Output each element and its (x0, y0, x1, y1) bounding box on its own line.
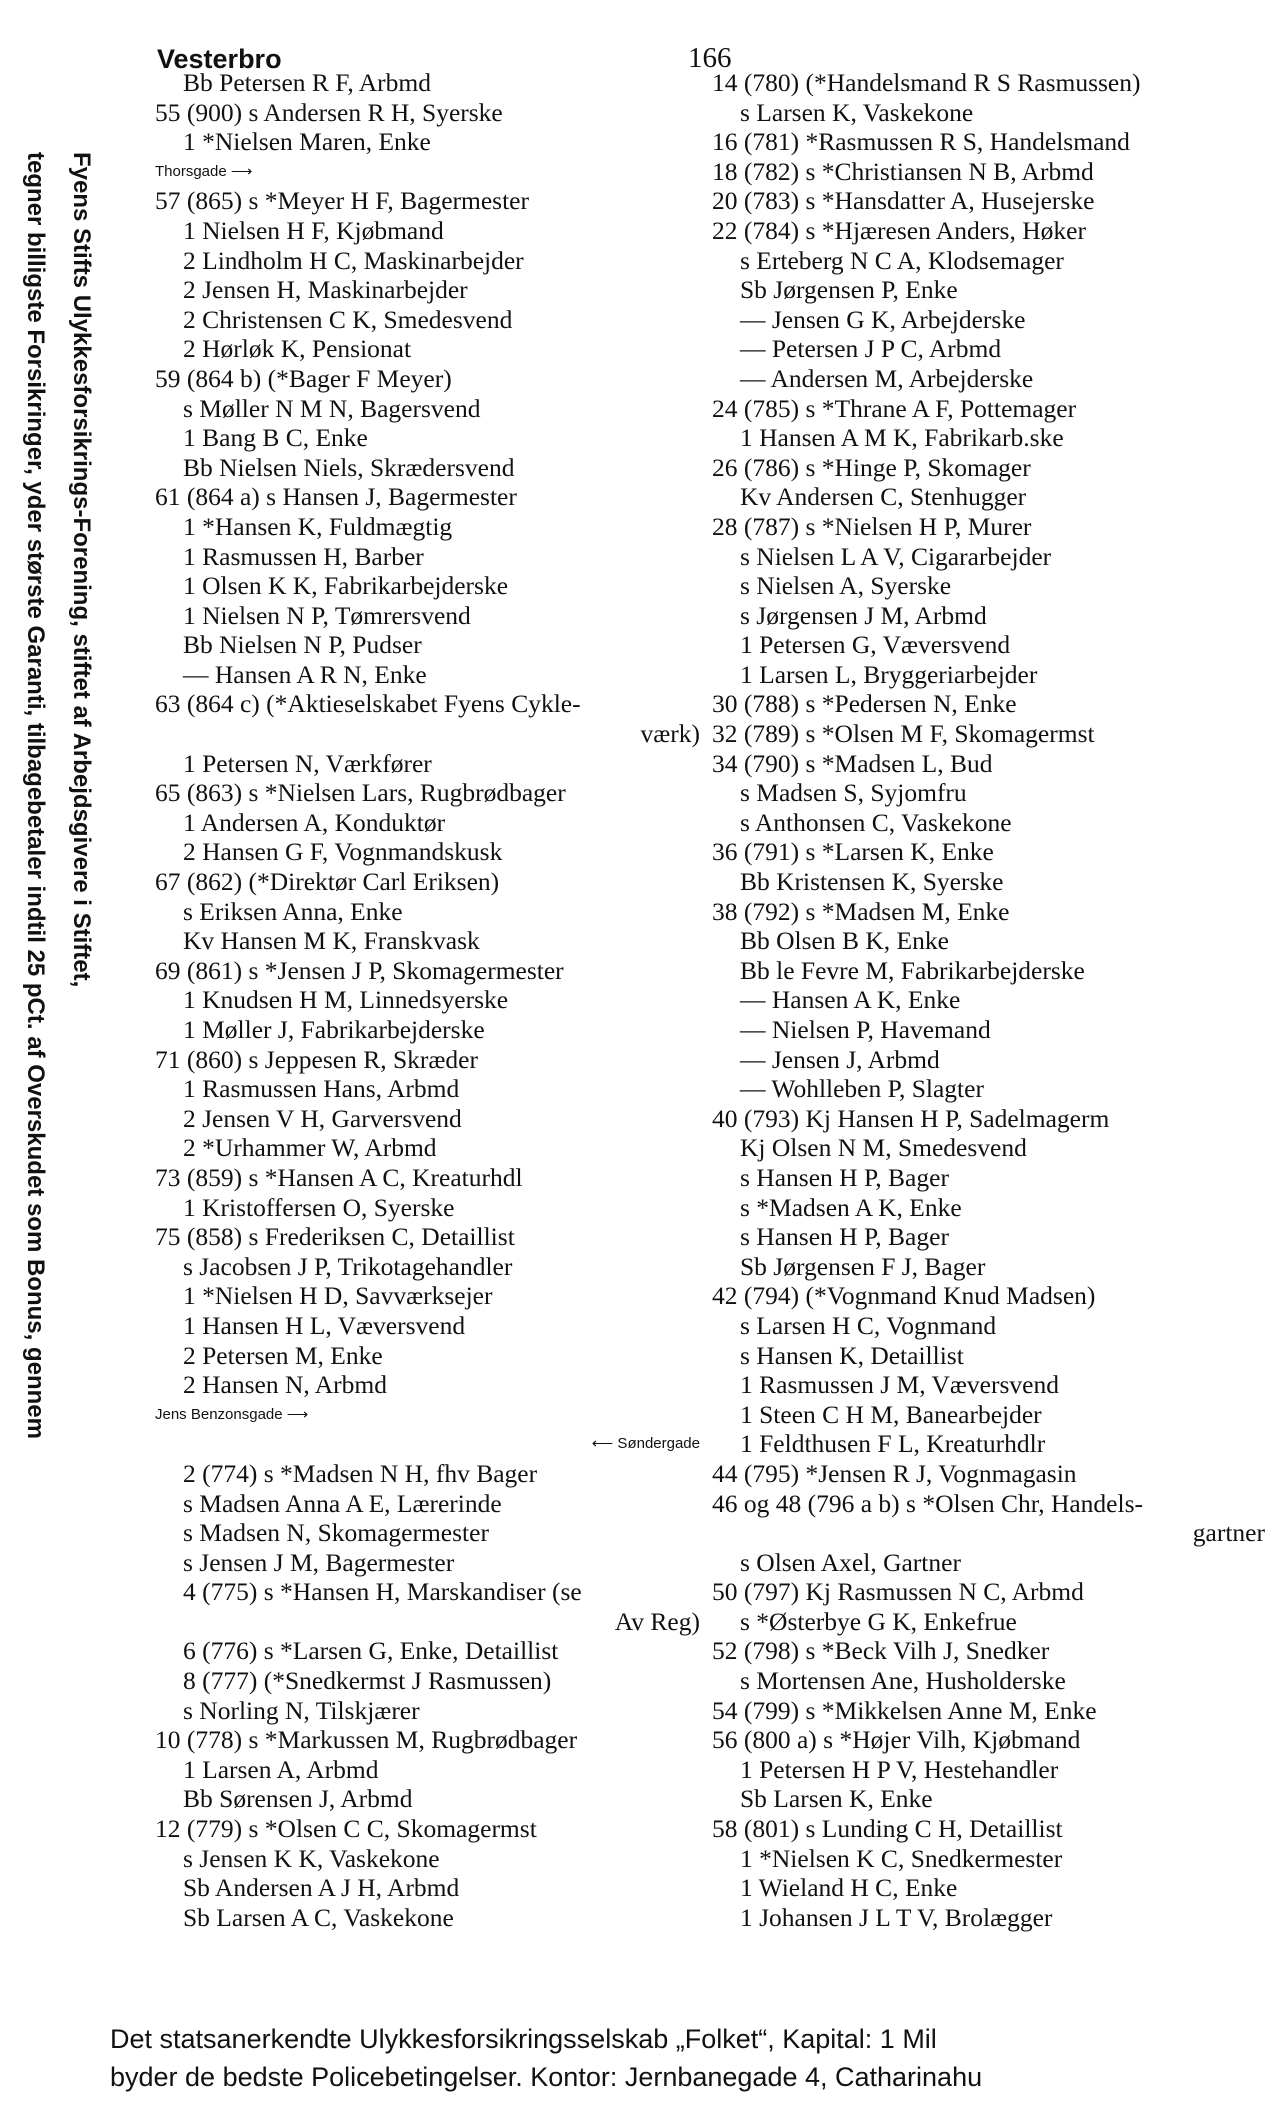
directory-entry: 22 (784) s *Hjæresen Anders, Høker (712, 215, 1086, 245)
directory-entry: s Jacobsen J P, Trikotagehandler (183, 1251, 513, 1281)
directory-entry: s Eriksen Anna, Enke (183, 896, 403, 926)
directory-entry: værk) (640, 719, 700, 749)
directory-entry: Av Reg) (614, 1606, 700, 1636)
directory-entry: s Olsen Axel, Gartner (740, 1547, 961, 1577)
directory-entry: 38 (792) s *Madsen M, Enke (712, 896, 1010, 926)
directory-entry: s *Østerbye G K, Enkefrue (740, 1606, 1017, 1636)
directory-entry: 44 (795) *Jensen R J, Vognmagasin (712, 1458, 1077, 1488)
directory-entry: 20 (783) s *Hansdatter A, Husejerske (712, 186, 1095, 216)
directory-entry: 1 Petersen N, Værkfører (183, 748, 432, 778)
side-advertisement (12, 152, 104, 1992)
directory-entry: Thorsgade ⟶ (155, 162, 253, 180)
directory-entry: 1 Petersen G, Væversvend (740, 630, 1011, 660)
directory-entry: 50 (797) Kj Rasmussen N C, Arbmd (712, 1577, 1084, 1607)
directory-entry: 36 (791) s *Larsen K, Enke (712, 837, 994, 867)
directory-entry: 56 (800 a) s *Højer Vilh, Kjøbmand (712, 1725, 1081, 1755)
directory-entry: s Nielsen L A V, Cigararbejder (740, 541, 1052, 571)
directory-entry: 1 Olsen K K, Fabrikarbejderske (183, 571, 509, 601)
directory-entry: 1 Møller J, Fabrikarbejderske (183, 1015, 485, 1044)
directory-entry: 1 Petersen H P V, Hestehandler (740, 1754, 1059, 1784)
directory-entry: 42 (794) (*Vognmand Knud Madsen) (712, 1281, 1096, 1311)
directory-entry: 54 (799) s *Mikkelsen Anne M, Enke (712, 1695, 1097, 1725)
directory-entry: 63 (864 c) (*Aktieselskabet Fyens Cykle- (155, 689, 581, 719)
directory-entry: — Hansen A K, Enke (740, 985, 961, 1015)
directory-entry: 1 *Nielsen H D, Savværksejer (183, 1281, 493, 1311)
directory-entry: 2 Lindholm H C, Maskinarbejder (183, 245, 524, 275)
directory-entry: 1 Hansen H L, Væversvend (183, 1310, 466, 1340)
directory-entry: 65 (863) s *Nielsen Lars, Rugbrødbager (155, 778, 566, 808)
directory-entry: ⟵ Søndergade (591, 1435, 700, 1453)
directory-entry: 1 Feldthusen F L, Kreaturhdlr (740, 1429, 1046, 1459)
directory-entry: 2 Hørløk K, Pensionat (183, 334, 412, 364)
directory-entry: Kv Andersen C, Stenhugger (740, 482, 1027, 512)
directory-entry: s Madsen S, Syjomfru (740, 778, 967, 808)
directory-entry: 1 Steen C H M, Banearbejder (740, 1399, 1042, 1429)
directory-entry: s Norling N, Tilskjærer (183, 1695, 420, 1725)
directory-entry: 1 Rasmussen H, Barber (183, 541, 424, 571)
directory-entry: s Møller N M N, Bagersvend (183, 393, 481, 423)
directory-entry: 1 *Hansen K, Fuldmægtig (183, 511, 453, 541)
directory-entry: 55 (900) s Andersen R H, Syerske (155, 97, 503, 127)
directory-entry: 2 Hansen G F, Vognmandskusk (183, 837, 503, 867)
directory-entry: Bb Olsen B K, Enke (740, 926, 949, 956)
directory-entry: Bb le Fevre M, Fabrikarbejderske (740, 955, 1085, 985)
directory-entry: s Jensen J M, Bagermester (183, 1547, 455, 1577)
directory-entry: s Nielsen A, Syerske (740, 571, 952, 601)
directory-entry: — Jensen J, Arbmd (740, 1044, 940, 1074)
directory-entry: Bb Petersen R F, Arbmd (183, 68, 432, 97)
directory-entry: 16 (781) *Rasmussen R S, Handelsmand (712, 127, 1130, 157)
page-number: 166 (688, 42, 732, 74)
directory-entry: gartner (1192, 1518, 1265, 1548)
directory-entry: 1 Hansen A M K, Fabrikarb.ske (740, 423, 1064, 453)
directory-entry: Sb Larsen A C, Vaskekone (183, 1902, 454, 1932)
directory-entry: 28 (787) s *Nielsen H P, Murer (712, 511, 1032, 541)
section-title: Vesterbro (157, 44, 282, 74)
directory-entry: s Anthonsen C, Vaskekone (740, 807, 1012, 837)
directory-entry: 10 (778) s *Markussen M, Rugbrødbager (155, 1725, 578, 1755)
directory-entry: Bb Kristensen K, Syerske (740, 867, 1004, 897)
directory-entry: 2 *Urhammer W, Arbmd (183, 1133, 437, 1163)
footer-advertisement (110, 2020, 1265, 2096)
directory-entry: 2 Jensen V H, Garversvend (183, 1103, 462, 1133)
directory-entry: s Jørgensen J M, Arbmd (740, 600, 987, 630)
directory-entry: 58 (801) s Lunding C H, Detaillist (712, 1814, 1063, 1844)
directory-entry: 2 Christensen C K, Smedesvend (183, 304, 513, 334)
directory-entry: — Jensen G K, Arbejderske (740, 304, 1026, 334)
directory-entry: Bb Sørensen J, Arbmd (183, 1784, 413, 1814)
directory-entry: 24 (785) s *Thrane A F, Pottemager (712, 393, 1077, 423)
directory-entry: 2 Jensen H, Maskinarbejder (183, 275, 468, 305)
directory-entry: 1 Wieland H C, Enke (740, 1873, 958, 1903)
right-column (712, 68, 1265, 1932)
directory-entry: 57 (865) s *Meyer H F, Bagermester (155, 186, 529, 216)
directory-entry: 4 (775) s *Hansen H, Marskandiser (se (183, 1577, 582, 1607)
directory-entry: 1 Larsen A, Arbmd (183, 1754, 379, 1784)
directory-entry: 12 (779) s *Olsen C C, Skomagermst (155, 1814, 537, 1844)
directory-entry: s Madsen N, Skomagermester (183, 1518, 489, 1548)
directory-entry: 1 Rasmussen J M, Væversvend (740, 1370, 1059, 1400)
directory-entry: 32 (789) s *Olsen M F, Skomagermst (712, 719, 1095, 749)
directory-entry: s Mortensen Ane, Husholderske (740, 1666, 1066, 1696)
directory-entry: Jens Benzonsgade ⟶ (155, 1405, 309, 1423)
directory-entry: Sb Jørgensen P, Enke (740, 275, 958, 305)
directory-entry: s Hansen H P, Bager (740, 1162, 949, 1192)
directory-entry: 1 Larsen L, Bryggeriarbejder (740, 659, 1038, 689)
left-column (155, 68, 700, 1932)
directory-entry: 8 (777) (*Snedkermst J Rasmussen) (183, 1666, 552, 1696)
directory-entry: Kj Olsen N M, Smedesvend (740, 1133, 1027, 1163)
directory-entry: 1 Bang B C, Enke (183, 423, 368, 453)
directory-entry: 1 *Nielsen Maren, Enke (183, 127, 431, 157)
side-ad-line-1: Fyens Stifts Ulykkesforsikrings-Forening, stiftet af Arbejdsgivere i Stiftet, (68, 152, 95, 988)
directory-entry: — Andersen M, Arbejderske (740, 363, 1034, 393)
directory-entry: 69 (861) s *Jensen J P, Skomagermester (155, 955, 564, 985)
directory-entry: 71 (860) s Jeppesen R, Skræder (155, 1044, 478, 1074)
directory-entry: s Madsen Anna A E, Lærerinde (183, 1488, 502, 1518)
directory-entry: 67 (862) (*Direktør Carl Eriksen) (155, 867, 500, 897)
directory-entry: s Larsen H C, Vognmand (740, 1310, 997, 1340)
directory-entry: 1 Johansen J L T V, Brolægger (740, 1902, 1053, 1932)
directory-entry: 75 (858) s Frederiksen C, Detaillist (155, 1222, 515, 1252)
directory-entry: s Erteberg N C A, Klodsemager (740, 245, 1064, 275)
directory-entry: s Jensen K K, Vaskekone (183, 1843, 440, 1873)
directory-entry: s Larsen K, Vaskekone (740, 97, 974, 127)
directory-entry: 73 (859) s *Hansen A C, Kreaturhdl (155, 1162, 523, 1192)
directory-entry: — Wohlleben P, Slagter (740, 1074, 984, 1104)
directory-entry: 18 (782) s *Christiansen N B, Arbmd (712, 156, 1094, 186)
footer-line-1: Det statsanerkendte Ulykkesforsikringsselskab „Folket“, Kapital: 1 Mil (110, 2024, 937, 2054)
directory-entry: Sb Larsen K, Enke (740, 1784, 933, 1814)
directory-entry: Bb Nielsen Niels, Skrædersvend (183, 452, 515, 482)
directory-entry: 1 Andersen A, Konduktør (183, 807, 446, 837)
directory-entry: 61 (864 a) s Hansen J, Bagermester (155, 482, 517, 512)
directory-entry: 52 (798) s *Beck Vilh J, Snedker (712, 1636, 1050, 1666)
directory-entry: Bb Nielsen N P, Pudser (183, 630, 422, 660)
directory-entry: 26 (786) s *Hinge P, Skomager (712, 452, 1031, 482)
directory-entry: s Hansen H P, Bager (740, 1222, 949, 1252)
directory-entry: — Nielsen P, Havemand (740, 1015, 991, 1044)
directory-entry: Sb Jørgensen F J, Bager (740, 1251, 986, 1281)
directory-entry: 2 Hansen N, Arbmd (183, 1370, 387, 1400)
directory-entry: 40 (793) Kj Hansen H P, Sadelmagerm (712, 1103, 1110, 1133)
side-ad-line-2: tegner billigste Forsikringer, yder største Garanti, tilbagebetaler indtil 25 pCt. af Overskudet som Bonus, gennem (22, 152, 49, 1439)
directory-entry: 2 Petersen M, Enke (183, 1340, 383, 1370)
directory-entry: 1 Knudsen H M, Linnedsyerske (183, 985, 509, 1015)
directory-entry: 30 (788) s *Pedersen N, Enke (712, 689, 1017, 719)
directory-entry: 1 *Nielsen K C, Snedkermester (740, 1843, 1063, 1873)
directory-entry: s Hansen K, Detaillist (740, 1340, 964, 1370)
directory-entry: 59 (864 b) (*Bager F Meyer) (155, 363, 452, 393)
directory-entry: 34 (790) s *Madsen L, Bud (712, 748, 993, 778)
directory-entry: 2 (774) s *Madsen N H, fhv Bager (183, 1458, 538, 1488)
directory-entry: s *Madsen A K, Enke (740, 1192, 962, 1222)
directory-entry: — Hansen A R N, Enke (183, 659, 427, 689)
footer-line-2: byder de bedste Policebetingelser. Kontor: Jernbanegade 4, Catharinahu (110, 2062, 983, 2092)
directory-entry: Sb Andersen A J H, Arbmd (183, 1873, 460, 1903)
directory-entry: Kv Hansen M K, Franskvask (183, 926, 480, 956)
directory-entry: 1 Rasmussen Hans, Arbmd (183, 1074, 460, 1104)
directory-entry: 14 (780) (*Handelsmand R S Rasmussen) (712, 68, 1141, 97)
directory-entry: 46 og 48 (796 a b) s *Olsen Chr, Handels- (712, 1488, 1143, 1518)
directory-entry: 1 Nielsen N P, Tømrersvend (183, 600, 471, 630)
directory-entry: 6 (776) s *Larsen G, Enke, Detaillist (183, 1636, 559, 1666)
directory-entry: 1 Nielsen H F, Kjøbmand (183, 215, 444, 245)
directory-entry: — Petersen J P C, Arbmd (740, 334, 1002, 364)
directory-entry: 1 Kristoffersen O, Syerske (183, 1192, 455, 1222)
